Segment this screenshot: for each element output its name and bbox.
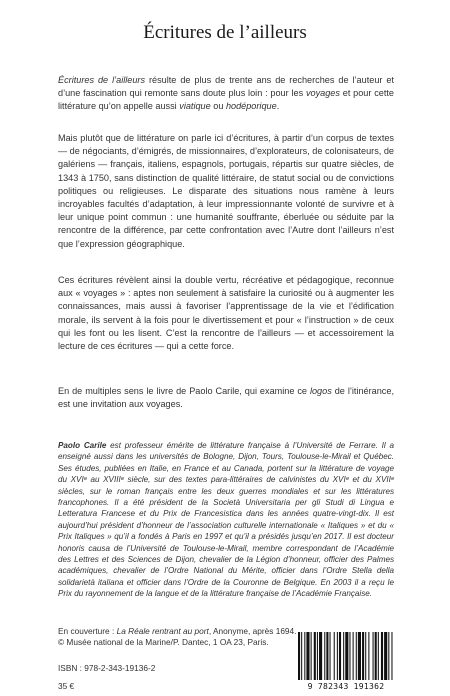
- barcode-bar: [343, 632, 344, 680]
- barcode-bar: [373, 632, 374, 680]
- isbn: ISBN : 978-2-343-19136-2: [58, 663, 156, 673]
- barcode-bar: [368, 632, 369, 680]
- barcode-bar: [391, 632, 392, 680]
- barcode-bar: [324, 632, 325, 680]
- barcode-bar: [356, 632, 357, 680]
- corpus-paragraph: Mais plutôt que de littérature on parle ici d’écritures, à partir d’un corpus de textes — de négociants, d’émigrés, de missionnaires, d’explorateurs, de colonisateurs, de galériens — français, italiens, espagnols, portugais, répartis sur quatre siècles, de 1343 à 1750, sans distinction de qualité littéraire, de statut social ou de convictions politiques ou religieuses. Le disparate des situations nous ramène à leurs incroyables facultés d’adaptation, à leur impressionnante volonté de survivre et à leur unique point commun : une humanité souffrante, éberluée ou séduite par la rencontre de la différence, par cette confrontation avec l’Autre dont l’ailleurs n’est que l’expression géographique.: [58, 133, 394, 249]
- barcode-bar: [388, 632, 389, 680]
- barcode-bar: [362, 632, 364, 680]
- barcode-bar: [358, 632, 361, 680]
- barcode-bar: [311, 632, 312, 680]
- barcode-bar: [334, 632, 335, 680]
- barcode-bar: [349, 632, 350, 680]
- barcode-bar: [384, 632, 387, 680]
- book-title-italic: Écritures de l’ailleurs: [58, 75, 146, 85]
- barcode-bar: [306, 632, 309, 680]
- barcode-bar: [326, 632, 328, 680]
- barcode-bar: [317, 632, 318, 680]
- barcode-bar: [381, 632, 383, 680]
- barcode-bar: [298, 632, 300, 680]
- barcode-bar: [353, 632, 354, 680]
- cover-artwork-title: La Réale rentrant au port: [116, 626, 209, 636]
- barcode-bar: [339, 632, 341, 680]
- barcode-bar: [301, 632, 302, 680]
- barcode-bar: [365, 632, 366, 680]
- intro-paragraph: Écritures de l’ailleurs résulte de plus de trente ans de recherches de l’auteur et d’une fascination qui remonte sans doute plus loin : pour les voyages et pour cette littérature qu’on appelle aussi viatique ou hodéporique.: [58, 75, 394, 112]
- cover-credit: En couverture : La Réale rentrant au port, Anonyme, après 1694. © Musée national de la Marine/P. Dantec, 1 OA 23, Paris.: [58, 626, 297, 647]
- invitation-paragraph: En de multiples sens le livre de Paolo Carile, qui examine ce logos de l’itinérance, est une invitation aux voyages.: [58, 386, 394, 410]
- barcode-bar: [378, 632, 379, 680]
- barcode-bar: [304, 632, 305, 680]
- barcode-bar: [314, 632, 316, 680]
- barcode: [292, 630, 400, 692]
- price: 35 €: [58, 681, 75, 691]
- barcode-bar: [319, 632, 322, 680]
- barcode-bars-icon: [292, 630, 400, 682]
- barcode-bar: [337, 632, 338, 680]
- barcode-bar: [330, 632, 331, 680]
- barcode-digits: 9 782343 191362: [307, 682, 385, 691]
- author-biography: Paolo Carile est professeur émérite de littérature française à l’Université de Ferrare. Il a enseigné aussi dans les universités de Bologne, Dijon, Tours, Toulouse-le-Mirail et Québec. Ses études, publiées en Italie, en France et au Canada, portent sur la littérature de voyage du XVIᵉ au XVIIIᵉ siècle, sur des textes para-littéraires de calvinistes du XVIᵉ et du XVIIᵉ siècles, sur le roman français entre les deux guerres mondiales et sur les littératures francophones. Il a été président de la Società Universitaria per gli Studi di Lingua e Letteratura Francese et du Prix de Francesistica dans les années quatre-vingt-dix. Il est aujourd’hui président d’honneur de l’association culturelle internationale « Italiques » et du « Prix Italiques » qu’il a fondés à Paris en 1997 et qu’il a présidés jusqu’en 2017. Il est docteur honoris causa de l’Université de Toulouse-le-Mirail, membre correspondant de l’Académie des Lettres et des Sciences de Dijon, chevalier de la Légion d’honneur, officier des Palmes académiques, chevalier de l’Ordre National du Mérite, officier dans l’Ordre Stella della solidarietà italiana et officier dans l’Ordre de la Couronne de Belgique. En 2003 il a reçu le Prix du rayonnement de la langue et de la littérature française de l’Académie Française.: [58, 441, 394, 599]
- barcode-bar: [345, 632, 348, 680]
- page-title: Écritures de l’ailleurs: [143, 22, 307, 43]
- barcode-bar: [375, 632, 377, 680]
- author-name: Paolo Carile: [58, 441, 107, 450]
- virtue-paragraph: Ces écritures révèlent ainsi la double vertu, récréative et pédagogique, reconnue aux « voyages » : aptes non seulement à satisfaire la curiosité ou à augmenter les connaissances, mais aussi à favoriser l’apprentissage de la vie et l’édification morale, ils servent à la fois pour le divertissement et pour « l’instruction » de ceux qui les font ou les lisent. C’est la rencontre de l’ailleurs — et accessoirement la lecture de ces écritures — qui a cette force.: [58, 275, 394, 352]
